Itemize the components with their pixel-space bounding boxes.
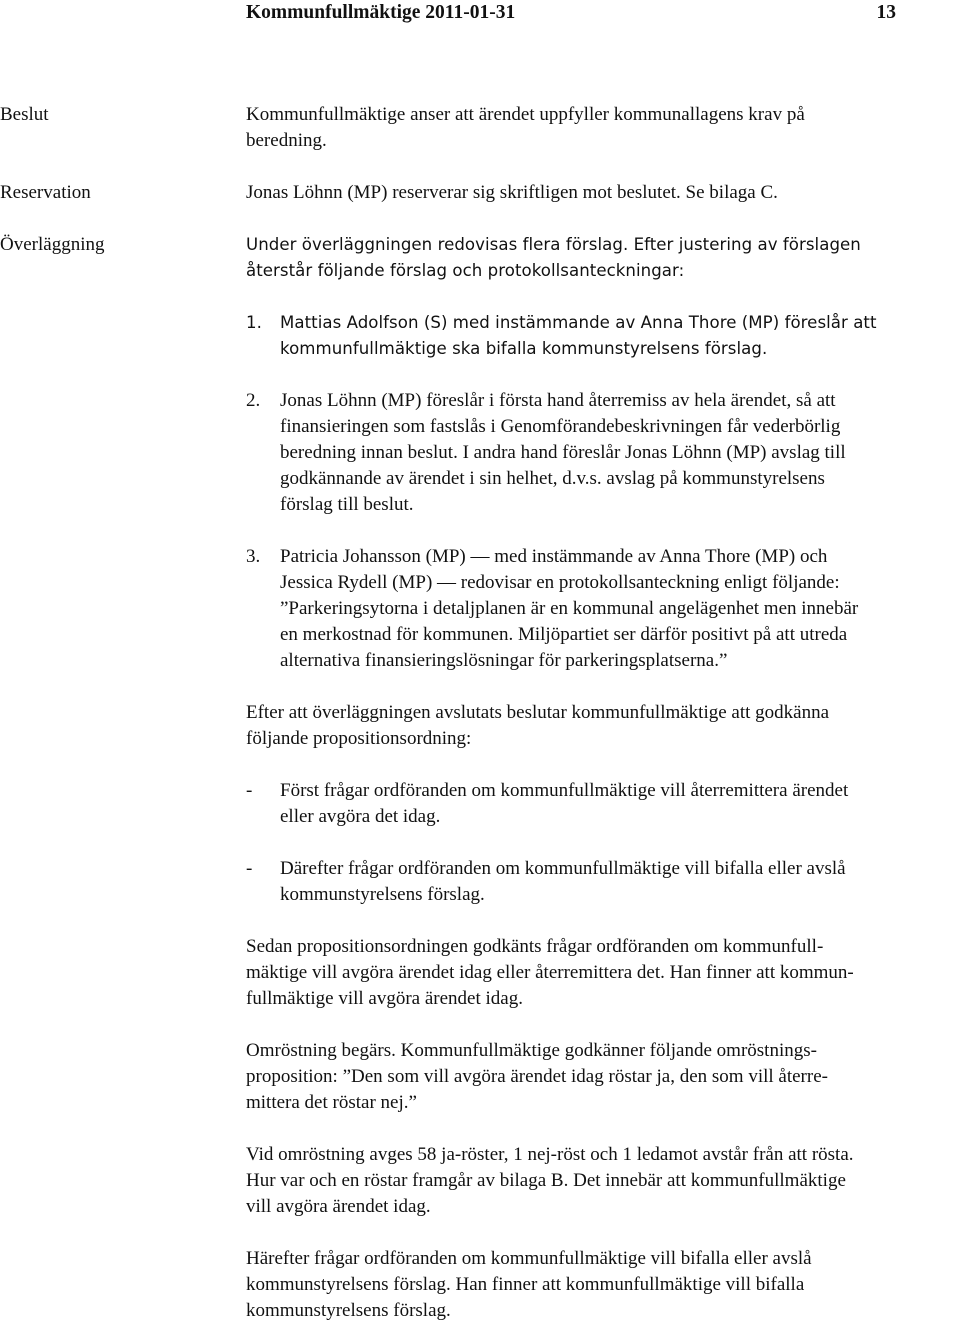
- text-line: eller avgöra det idag.: [280, 806, 441, 827]
- text-line: Först frågar ordföranden om kommunfullmäktige vill återremittera ärendet: [280, 780, 849, 801]
- section-label-reservation: Reservation: [0, 182, 91, 203]
- proposal-text: [280, 388, 960, 518]
- section-label-beslut: Beslut: [0, 104, 49, 125]
- text-line: beredning innan beslut. I andra hand föreslår Jonas Löhnn (MP) avslag till: [280, 442, 846, 463]
- text-line: Jessica Rydell (MP) — redovisar en protokollsanteckning enligt följande:: [280, 572, 840, 593]
- text-line: Härefter frågar ordföranden om kommunfullmäktige vill bifalla eller avslå: [246, 1248, 812, 1269]
- paragraph-omrostning: [246, 1038, 960, 1116]
- text-line: förslag till beslut.: [280, 494, 414, 515]
- bullet-text: [280, 856, 960, 908]
- section-label-overlaggning: Överläggning: [0, 234, 105, 255]
- section-text-overlaggning: [246, 232, 960, 284]
- proposal-number: 1.: [246, 313, 262, 332]
- text-line: finansieringen som fastslås i Genomförandebeskrivningen får vederbörlig: [280, 416, 841, 437]
- proposal-number: 3.: [246, 546, 261, 567]
- paragraph-propositionsordning: [246, 934, 960, 1012]
- text-line: Därefter frågar ordföranden om kommunfullmäktige vill bifalla eller avslå: [280, 858, 846, 879]
- text-line: godkännande av ärendet i sin helhet, d.v.s. avslag på kommunstyrelsens: [280, 468, 825, 489]
- text-line: följande propositionsordning:: [246, 728, 472, 749]
- proposal-text: [280, 544, 960, 674]
- text-line: kommunstyrelsens förslag.: [246, 1300, 451, 1321]
- text-line: Under överläggningen redovisas flera förslag. Efter justering av förslagen: [246, 235, 861, 254]
- text-line: Patricia Johansson (MP) — med instämmande av Anna Thore (MP) och: [280, 546, 828, 567]
- text-line: proposition: ”Den som vill avgöra ärendet idag röstar ja, den som vill återre-: [246, 1066, 828, 1087]
- header-title: Kommunfullmäktige 2011-01-31: [246, 2, 516, 23]
- page-header: [246, 0, 896, 26]
- text-line: Efter att överläggningen avslutats beslutar kommunfullmäktige att godkänna: [246, 702, 830, 723]
- text-line: Sedan propositionsordningen godkänts frågar ordföranden om kommunfull-: [246, 936, 824, 957]
- text-line: beredning.: [246, 130, 327, 151]
- text-line: en merkostnad för kommunen. Miljöpartiet ser därför positivt på att utreda: [280, 624, 848, 645]
- text-line: Kommunfullmäktige anser att ärendet uppfyller kommunallagens krav på: [246, 104, 805, 125]
- page-number: 13: [876, 2, 896, 23]
- text-line: kommunstyrelsens förslag. Han finner att kommunfullmäktige vill bifalla: [246, 1274, 805, 1295]
- proposition-intro: [246, 700, 960, 752]
- proposal-text: [280, 310, 960, 362]
- text-line: återstår följande förslag och protokollsanteckningar:: [246, 261, 685, 280]
- paragraph-rostresultat: [246, 1142, 960, 1220]
- text-line: kommunfullmäktige ska bifalla kommunstyrelsens förslag.: [280, 339, 768, 358]
- text-line: Vid omröstning avges 58 ja-röster, 1 nej-röst och 1 ledamot avstår från att rösta.: [246, 1144, 854, 1165]
- text-line: alternativa finansieringslösningar för parkeringsplatserna.”: [280, 650, 728, 671]
- text-line: Jonas Löhnn (MP) föreslår i första hand återremiss av hela ärendet, så att: [280, 390, 836, 411]
- text-line: vill avgöra ärendet idag.: [246, 1196, 431, 1217]
- bullet-marker: -: [246, 780, 253, 801]
- paragraph-beslut-bifall: [246, 1246, 960, 1324]
- text-line: mittera det röstar nej.”: [246, 1092, 417, 1113]
- text-line: kommunstyrelsens förslag.: [280, 884, 485, 905]
- text-line: ”Parkeringsytorna i detaljplanen är en kommunal angelägenhet men innebär: [280, 598, 859, 619]
- text-line: Omröstning begärs. Kommunfullmäktige godkänner följande omröstnings-: [246, 1040, 817, 1061]
- proposal-number: 2.: [246, 390, 261, 411]
- bullet-text: [280, 778, 960, 830]
- text-line: Hur var och en röstar framgår av bilaga B. Det innebär att kommunfullmäktige: [246, 1170, 846, 1191]
- text-line: Mattias Adolfson (S) med instämmande av Anna Thore (MP) föreslår att: [280, 313, 877, 332]
- bullet-marker: -: [246, 858, 253, 879]
- text-line: Jonas Löhnn (MP) reserverar sig skriftligen mot beslutet. Se bilaga C.: [246, 182, 778, 203]
- text-line: mäktige vill avgöra ärendet idag eller återremittera det. Han finner att kommun-: [246, 962, 854, 983]
- section-text-beslut: [246, 102, 960, 154]
- section-text-reservation: [246, 180, 960, 206]
- text-line: fullmäktige vill avgöra ärendet idag.: [246, 988, 523, 1009]
